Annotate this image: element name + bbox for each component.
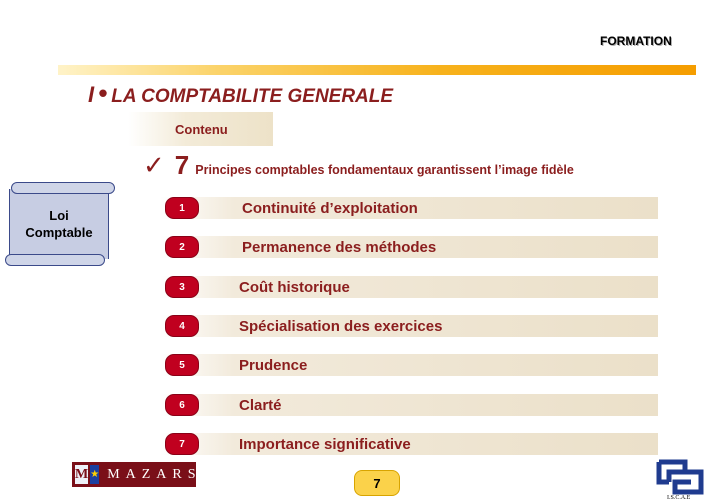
principle-label: Coût historique bbox=[239, 279, 350, 296]
mazars-m-mark: M bbox=[75, 465, 88, 484]
mazars-logo bbox=[72, 462, 202, 487]
principle-row bbox=[160, 394, 658, 416]
principle-label: Prudence bbox=[239, 357, 308, 374]
principle-label: Clarté bbox=[239, 397, 282, 414]
principle-number-badge: 6 bbox=[165, 394, 199, 416]
scroll-roll-top bbox=[11, 182, 115, 194]
title-bullet: • bbox=[98, 78, 108, 108]
scroll-roll-bottom bbox=[5, 254, 105, 266]
mazars-wordmark: MAZARS bbox=[107, 466, 202, 482]
principle-number-badge: 3 bbox=[165, 276, 199, 298]
principle-row bbox=[160, 197, 658, 219]
principle-number-badge: 7 bbox=[165, 433, 199, 455]
principle-number-badge: 5 bbox=[165, 354, 199, 376]
header-gold-bar bbox=[58, 65, 696, 75]
headline bbox=[143, 150, 574, 181]
page-number: 7 bbox=[373, 475, 381, 491]
principle-label: Importance significative bbox=[239, 436, 411, 453]
principle-number-badge: 4 bbox=[165, 315, 199, 337]
principle-row bbox=[160, 276, 658, 298]
principle-label: Spécialisation des exercices bbox=[239, 318, 443, 335]
title-text: LA COMPTABILITE GENERALE bbox=[111, 86, 394, 107]
principle-row bbox=[160, 433, 658, 455]
page-number-badge bbox=[354, 470, 400, 496]
iscae-logo bbox=[655, 458, 705, 502]
principle-row bbox=[160, 315, 658, 337]
scroll-body bbox=[9, 189, 109, 259]
headline-number: 7 bbox=[174, 150, 190, 180]
principle-row bbox=[160, 354, 658, 376]
iscae-caption: I.S.C.A.E bbox=[667, 495, 691, 501]
header-label: FORMATION bbox=[600, 34, 672, 48]
headline-text: Principes comptables fondamentaux garantissent l’image fidèle bbox=[195, 163, 574, 177]
scroll-banner bbox=[5, 182, 111, 266]
scroll-line-2: Comptable bbox=[25, 225, 93, 240]
check-icon: ✓ bbox=[143, 150, 165, 180]
eu-stars-icon: ★ bbox=[90, 465, 99, 484]
principle-number-badge: 2 bbox=[165, 236, 199, 258]
principle-row bbox=[160, 236, 658, 258]
title-roman-numeral: I bbox=[88, 82, 95, 107]
section-tab bbox=[128, 112, 273, 146]
principle-label: Permanence des méthodes bbox=[242, 239, 437, 256]
iscae-mark-icon bbox=[655, 458, 705, 496]
page-title bbox=[88, 78, 394, 108]
scroll-line-1: Loi bbox=[49, 208, 69, 223]
section-tab-label: Contenu bbox=[175, 121, 228, 137]
principle-number-badge: 1 bbox=[165, 197, 199, 219]
principle-label: Continuité d’exploitation bbox=[242, 200, 418, 217]
